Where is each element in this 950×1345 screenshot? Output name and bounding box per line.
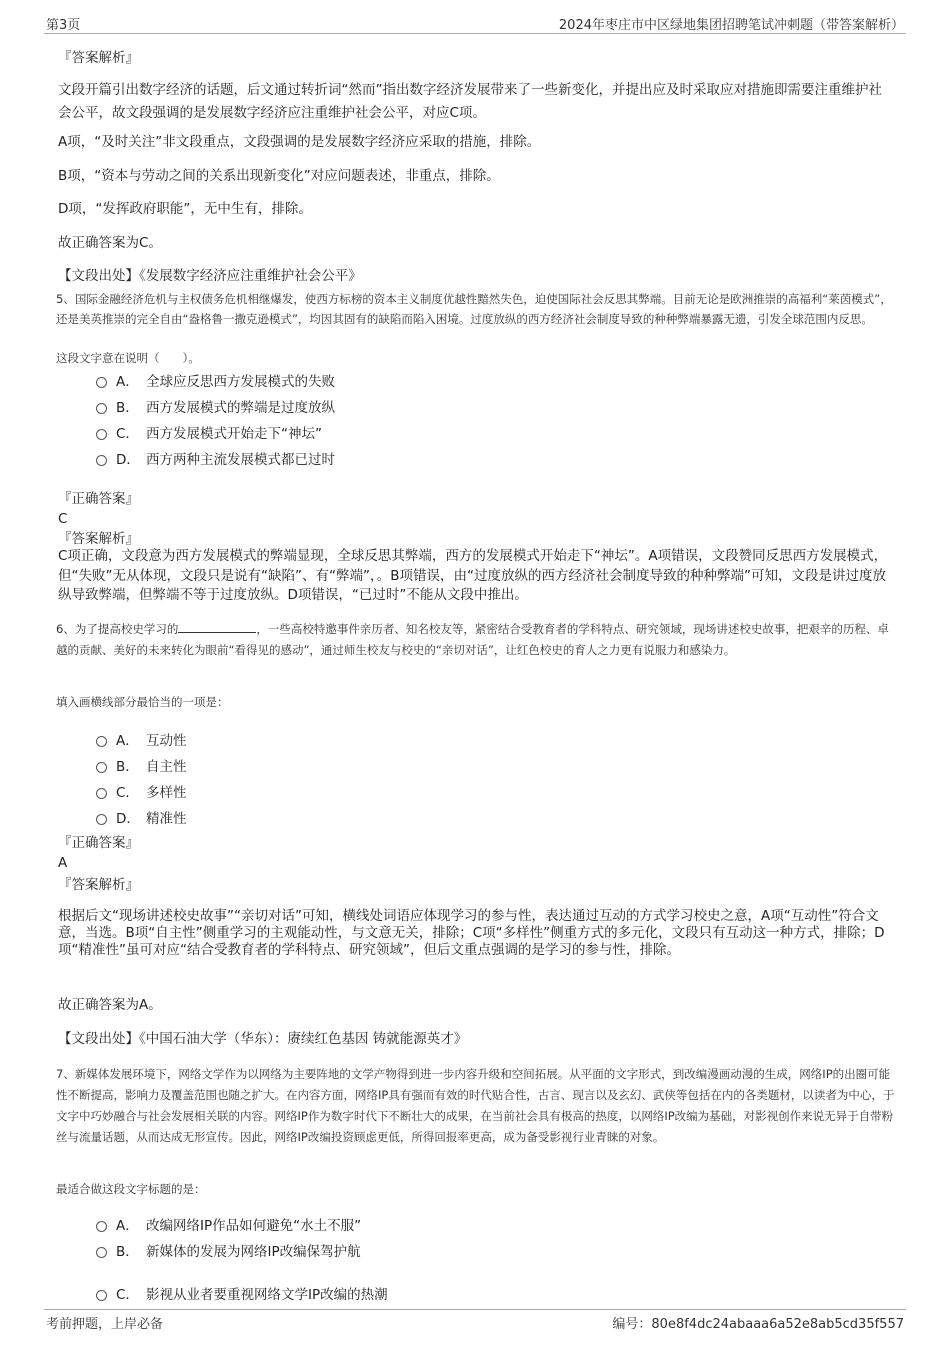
- analysis-label: 『答案解析』: [58, 50, 139, 66]
- radio-icon[interactable]: [96, 429, 107, 440]
- analysis-option-b: B项，“资本与劳动之间的关系出现新变化”对应问题表述，非重点，排除。: [58, 168, 500, 184]
- correct-answer: A: [58, 855, 68, 871]
- footer-divider: [44, 1309, 906, 1310]
- correct-answer: C: [58, 511, 68, 527]
- radio-icon[interactable]: [96, 455, 107, 466]
- q7-option-b[interactable]: B． 新媒体的发展为网络IP改编保驾护航: [96, 1240, 361, 1260]
- analysis-option-a: A项，“及时关注”非文段重点，文段强调的是发展数字经济应采取的措施，排除。: [58, 134, 541, 150]
- question-6-stem: 6、为了提高校史学习的 ，一些高校特邀事件亲历者、知名校友等，紧密结合受教育者的学科特点、研究领域，现场讲述校史故事，把艰辛的历程、卓越的贡献、美好的未来转化为眼前“看得见的感动”，通过师生校友与校史的“亲切对话”，让红色校史的育人之力更有说服力和感染力。: [56, 622, 889, 657]
- radio-icon[interactable]: [96, 1290, 107, 1301]
- q5-option-b[interactable]: B． 西方发展模式的弊端是过度放纵: [96, 396, 335, 416]
- radio-icon[interactable]: [96, 1247, 107, 1258]
- analysis-label: 『答案解析』: [58, 531, 139, 547]
- header-divider: [44, 33, 906, 34]
- question-5-stem: 5、国际金融经济危机与主权债务危机相继爆发，使西方标榜的资本主义制度优越性黯然失色，迫使国际社会反思其弊端。目前无论是欧洲推崇的高福利“莱茵模式”，还是美英推崇的完全自由“盎格鲁一撒克逊模式”，均因其固有的缺陷而陷入困境。过度放纵的西方经济社会制度导致的种种弊端暴露无遗，引发全球范围内反思。: [56, 292, 892, 326]
- footer-slogan: 考前押题，上岸必备: [46, 1317, 164, 1332]
- q5-option-c[interactable]: C． 西方发展模式开始走下“神坛”: [96, 422, 322, 442]
- radio-icon[interactable]: [96, 377, 107, 388]
- document-title: 2024年枣庄市中区绿地集团招聘笔试冲刺题（带答案解析）: [558, 18, 904, 33]
- q5-option-d[interactable]: D． 西方两种主流发展模式都已过时: [96, 448, 335, 468]
- radio-icon[interactable]: [96, 762, 107, 773]
- question-6-prompt: 填入画横线部分最恰当的一项是：: [56, 695, 229, 709]
- document-id: 编号：80e8f4dc24abaaa6a52e8ab5cd35f557: [612, 1317, 904, 1332]
- radio-icon[interactable]: [96, 403, 107, 414]
- q6-option-d[interactable]: D． 精准性: [96, 807, 187, 827]
- page-number: 第3页: [46, 18, 81, 33]
- correct-answer-label: 『正确答案』: [58, 835, 139, 851]
- q6-option-a[interactable]: A． 互动性: [96, 729, 187, 749]
- radio-icon[interactable]: [96, 1221, 107, 1232]
- question-7-stem: 7、新媒体发展环境下，网络文学作为以网络为主要阵地的文学产物得到进一步内容升级和空间拓展。从平面的文字形式，到改编漫画动漫的生成，网络IP的出圈可能性不断提高，影响力及覆盖范围也随之扩大。在内容方面，网络IP具有强而有效的时代贴合性，古言、现言以及玄幻、武侠等包括在内的各类题材，以读者为中心，于文字中巧妙融合与社会发展相关联的内容。网络IP作为数字时代下不断壮大的成果，在当前社会具有极高的热度，以网络IP改编为基础，对影视创作来说无异于自带粉丝与流量话题，从而达成无形宣传。因此，网络IP改编投资顾虑更低，所得回报率更高，成为备受影视行业青睐的对象。: [56, 1067, 895, 1144]
- analysis-text: 根据后文“现场讲述校史故事”“亲切对话”可知，横线处词语应体现学习的参与性，表达通过互动的方式学习校史之意，A项“互动性”符合文意，当选。B项“自主性”侧重学习的主观能动性，与文意无关，排除；C项“多样性”侧重方式的多元化，文段只有互动这一种方式，排除；D项“精准性”虽可对应“结合受教育者的学科特点、研究领域”，但后文重点强调的是学习的参与性，排除。: [58, 908, 885, 958]
- q6-option-b[interactable]: B． 自主性: [96, 755, 187, 775]
- conclusion: 故正确答案为C。: [58, 235, 162, 251]
- q7-option-a[interactable]: A． 改编网络IP作品如何避免“水土不服”: [96, 1214, 361, 1234]
- analysis-option-d: D项，“发挥政府职能”，无中生有，排除。: [58, 201, 312, 217]
- radio-icon[interactable]: [96, 788, 107, 799]
- q7-option-c[interactable]: C． 影视从业者要重视网络文学IP改编的热潮: [96, 1283, 388, 1303]
- conclusion: 故正确答案为A。: [58, 997, 162, 1013]
- correct-answer-label: 『正确答案』: [58, 491, 139, 507]
- passage-source: 【文段出处】《发展数字经济应注重维护社会公平》: [58, 268, 362, 284]
- question-5-prompt: 这段文字意在说明（ ）。: [56, 351, 200, 365]
- q5-option-a[interactable]: A． 全球应反思西方发展模式的失败: [96, 370, 335, 390]
- q6-option-c[interactable]: C． 多样性: [96, 781, 187, 801]
- analysis-label: 『答案解析』: [58, 877, 139, 893]
- analysis-text: C项正确，文段意为西方发展模式的弊端显现，全球反思其弊端，西方的发展模式开始走下“神坛”。A项错误，文段赞同反思西方发展模式，但“失败”无从体现，文段只是说有“缺陷”、有“弊端”，。B项错误，由“过度放纵的西方经济社会制度导致的种种弊端”可知，文段是讲过度放纵导致弊端，但弊端不等于过度放纵。D项错误，“已过时”不能从文段中推出。: [58, 548, 888, 603]
- question-7-prompt: 最适合做这段文字标题的是：: [56, 1182, 206, 1196]
- passage-source: 【文段出处】《中国石油大学（华东）：赓续红色基因 铸就能源英才》: [58, 1031, 468, 1047]
- radio-icon[interactable]: [96, 814, 107, 825]
- radio-icon[interactable]: [96, 736, 107, 747]
- analysis-text: 文段开篇引出数字经济的话题，后文通过转折词“然而”指出数字经济发展带来了一些新变化，并提出应及时采取应对措施即需要注重维护社会公平，故文段强调的是发展数字经济应注重维护社会公平，对应C项。: [58, 82, 882, 121]
- answer-blank: [178, 620, 256, 633]
